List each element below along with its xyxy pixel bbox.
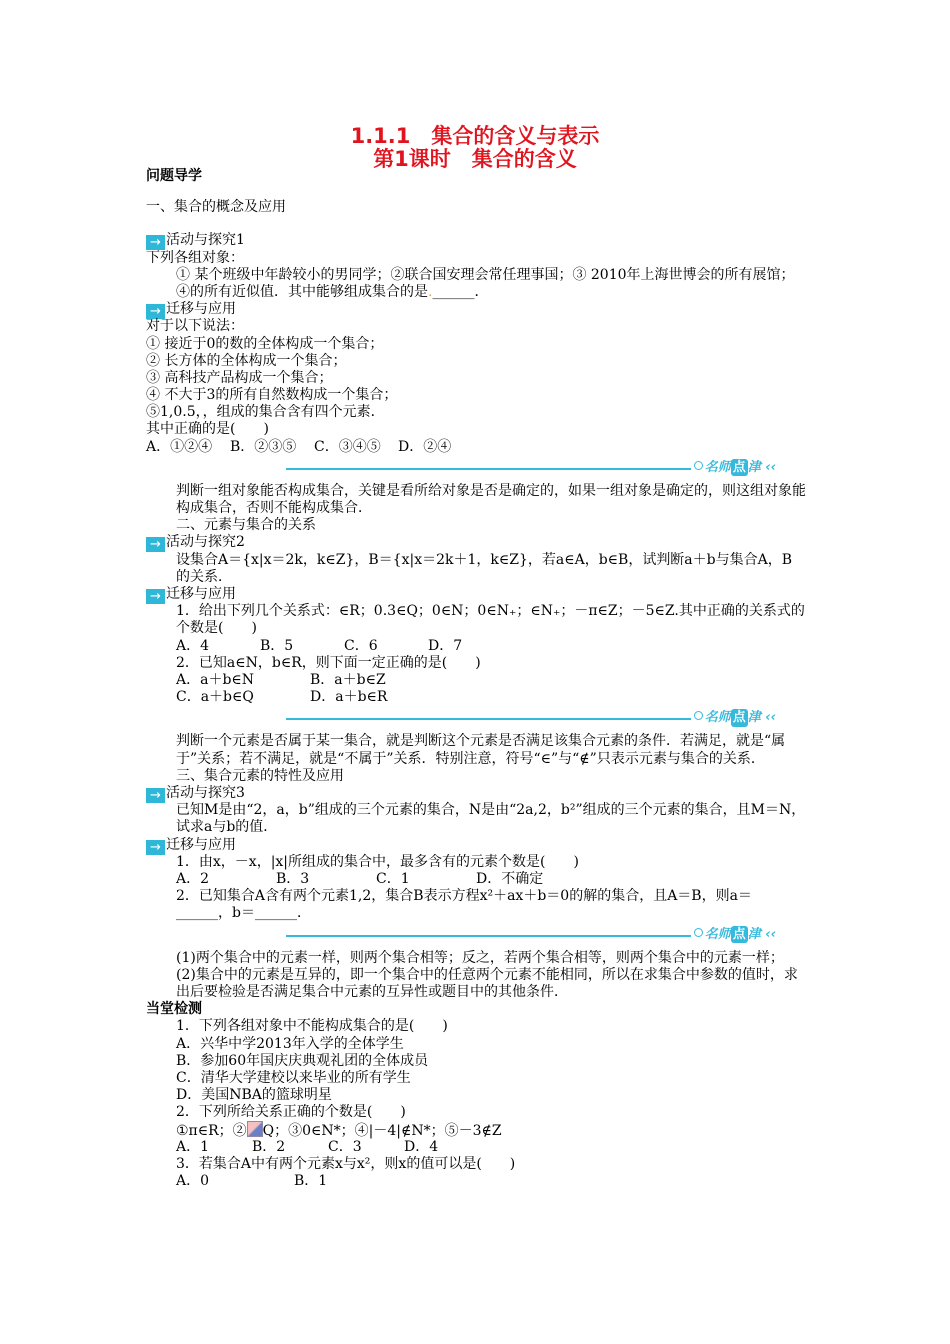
activity1-items-text: ① 某个班级中年龄较小的男同学；②联合国安理会常任理事国；③ 2010年上海世博会的所有展馆；④的所有近似值．其中能够组成集合的是 bbox=[176, 266, 795, 300]
teacher-tip-1: 判断一组对象能否构成集合，关键是看所给对象是否是确定的，如果一组对象是确定的，则这组对象能构成集合，否则不能构成集合． bbox=[176, 482, 806, 517]
transfer3-text: 迁移与应用 bbox=[166, 836, 236, 853]
transfer3-q1: 1．由x，－x，|x|所组成的集合中，最多含有的元素个数是( ) bbox=[176, 853, 579, 870]
part1-heading: 一、集合的概念及应用 bbox=[146, 199, 286, 216]
divider-line bbox=[286, 935, 691, 937]
transfer2-q1: 1．给出下列几个关系式：∈R；0.3∈Q；0∈N；0∈N₊；∈N₊；－π∈Z；－5∈Z.其中正确的关系式的个数是( ) bbox=[176, 603, 805, 637]
option-d: D．不确定 bbox=[476, 870, 544, 887]
transfer2-q1-options bbox=[146, 638, 806, 655]
part2-heading: 二、元素与集合的关系 bbox=[176, 517, 316, 534]
teacher-tip-divider bbox=[146, 458, 806, 480]
test-q3-options bbox=[146, 1173, 806, 1190]
divider-line bbox=[286, 468, 691, 470]
part3-heading: 三、集合元素的特性及应用 bbox=[176, 767, 344, 784]
transfer1-label bbox=[146, 301, 806, 318]
option-b: B．②③⑤ bbox=[230, 438, 297, 455]
doc-body bbox=[146, 168, 806, 1190]
transfer2-label bbox=[146, 586, 806, 603]
activity2-body: 设集合A＝{x|x＝2k，k∈Z}，B＝{x|x＝2k＋1，k∈Z}，若a∈A，b∈B，试判断a＋b与集合A，B的关系． bbox=[176, 551, 793, 585]
option-a: A．a＋b∈N bbox=[176, 672, 255, 688]
circle-icon bbox=[694, 711, 703, 720]
activity1-text: 活动与探究1 bbox=[166, 232, 245, 249]
statement-1: ① 接近于0的数的全体构成一个集合； bbox=[146, 335, 384, 352]
transfer2-q2: 2．已知a∈N，b∈R，则下面一定正确的是( ) bbox=[176, 654, 481, 671]
transfer1-intro: 对于以下说法： bbox=[146, 318, 244, 335]
activity1-intro: 下列各组对象： bbox=[146, 249, 244, 266]
activity1-end: ． bbox=[474, 283, 489, 300]
arrow-icon: → bbox=[146, 788, 165, 803]
statement-4: ④ 不大于3的所有自然数构成一个集合； bbox=[146, 387, 398, 404]
option-c: C．3 bbox=[328, 1138, 362, 1155]
activity3-body: 已知M是由“2，a，b”组成的三个元素的集合，N是由“2a,2，b²”组成的三个元素的集合，且M＝N，试求a与b的值． bbox=[176, 802, 806, 836]
option-d: D．a＋b∈R bbox=[310, 689, 388, 706]
statement-3: ③ 高科技产品构成一个集合； bbox=[146, 369, 333, 386]
option-b: B．1 bbox=[294, 1173, 328, 1190]
transfer1-question: 其中正确的是( ) bbox=[146, 421, 269, 438]
option-c: C．6 bbox=[344, 637, 378, 654]
teacher-tip-3b: (2)集合中的元素是互异的，即一个集合中的任意两个元素不能相同，所以在求集合中参数的值时，求出后要检验是否满足集合中元素的互异性或题目中的其他条件． bbox=[176, 966, 798, 1000]
transfer3-q1-options bbox=[146, 871, 806, 888]
option-b: B．a＋b∈Z bbox=[310, 672, 386, 688]
statement-2: ② 长方体的全体构成一个集合； bbox=[146, 352, 347, 369]
circle-icon bbox=[694, 928, 703, 937]
section-guide-heading: 问题导学 bbox=[146, 168, 202, 184]
option-d: D．4 bbox=[404, 1138, 439, 1155]
option-b: B．2 bbox=[252, 1138, 286, 1155]
teacher-tip-3a: (1)两个集合中的元素一样，则两个集合相等；反之，若两个集合相等，则两个集合中的元素一样； bbox=[176, 949, 784, 966]
test-q2: 2．下列所给关系正确的个数是( ) bbox=[176, 1104, 406, 1121]
option-c: C．③④⑤ bbox=[314, 438, 381, 455]
activity1-label bbox=[146, 232, 806, 249]
activity3-label bbox=[146, 785, 806, 802]
teacher-tip-2: 判断一个元素是否属于某一集合，就是判断这个元素是否满足该集合元素的条件．若满足，就是“属于”关系；若不满足，就是“不属于”关系．特别注意，符号“∈”与“∉”只表示元素与集合的关系． bbox=[176, 733, 786, 767]
test-q3: 3．若集合A中有两个元素x与x²，则x的值可以是( ) bbox=[176, 1155, 516, 1172]
test-q1-option-c: C．清华大学建校以来毕业的所有学生 bbox=[176, 1069, 411, 1086]
option-a: A．0 bbox=[176, 1173, 210, 1190]
arrow-icon: → bbox=[146, 589, 165, 604]
formula-image-icon bbox=[247, 1121, 263, 1137]
teacher-tip-badge: 名师 点 津 ‹‹ bbox=[694, 709, 776, 726]
transfer3-q2: 2．已知集合A含有两个元素1,2，集合B表示方程x²＋ax＋b＝0的解的集合，且A＝B，则a＝______，b＝______． bbox=[176, 888, 752, 922]
activity2-label bbox=[146, 534, 806, 551]
option-d: D．7 bbox=[428, 637, 463, 654]
teacher-tip-divider bbox=[146, 708, 806, 730]
option-d: D．②④ bbox=[398, 438, 452, 455]
arrow-icon: → bbox=[146, 537, 165, 552]
test-q1-option-a: A．兴华中学2013年入学的全体学生 bbox=[176, 1035, 404, 1052]
test-q2-options bbox=[146, 1139, 806, 1156]
arrow-icon: → bbox=[146, 304, 165, 319]
arrow-icon: → bbox=[146, 235, 165, 250]
option-b: B．5 bbox=[260, 637, 294, 654]
transfer2-q2-options-ab bbox=[146, 672, 806, 689]
transfer3-label bbox=[146, 837, 806, 854]
divider-line bbox=[286, 718, 691, 720]
activity1-items: ① 某个班级中年龄较小的男同学；②联合国安理会常任理事国；③ 2010年上海世博会的所有展馆；④的所有近似值．其中能够组成集合的是.______． bbox=[176, 266, 795, 300]
activity3-text: 活动与探究3 bbox=[166, 784, 245, 801]
option-b: B．3 bbox=[276, 870, 310, 887]
circle-icon bbox=[694, 461, 703, 470]
arrow-icon: → bbox=[146, 840, 165, 855]
teacher-tip-badge: 名师 点 津 ‹‹ bbox=[694, 459, 776, 476]
section-test-heading: 当堂检测 bbox=[146, 1001, 202, 1018]
teacher-tip-badge: 名师 点 津 ‹‹ bbox=[694, 926, 776, 943]
transfer2-text: 迁移与应用 bbox=[166, 586, 236, 603]
answer-blank: ______ bbox=[432, 283, 475, 300]
test-q1-option-d: D．美国NBA的篮球明星 bbox=[176, 1087, 332, 1104]
transfer2-q2-options-cd bbox=[146, 689, 806, 706]
option-c: C．1 bbox=[376, 870, 410, 887]
option-a: A．1 bbox=[176, 1138, 210, 1155]
option-a: A．2 bbox=[176, 870, 210, 887]
teacher-tip-divider bbox=[146, 925, 806, 947]
option-a: A．4 bbox=[176, 637, 210, 654]
test-q1-option-b: B．参加60年国庆庆典观礼团的全体成员 bbox=[176, 1052, 429, 1069]
doc-title-line2: 第1课时 集合的含义 bbox=[373, 147, 577, 171]
option-a: A．①②④ bbox=[146, 438, 213, 455]
doc-title-line1: 1.1.1 集合的含义与表示 bbox=[350, 124, 600, 148]
activity2-text: 活动与探究2 bbox=[166, 534, 245, 551]
test-q1: 1．下列各组对象中不能构成集合的是( ) bbox=[176, 1018, 448, 1035]
transfer1-options bbox=[146, 439, 806, 456]
statement-5: ⑤1,0.5，，组成的集合含有四个元素． bbox=[146, 404, 385, 421]
transfer1-text: 迁移与应用 bbox=[166, 301, 236, 318]
option-c: C．a＋b∈Q bbox=[176, 689, 254, 706]
test-q2-statements: ①π∈R；② Q；③0∈N*；④|－4|∉N*；⑤－3∉Z bbox=[176, 1123, 502, 1140]
